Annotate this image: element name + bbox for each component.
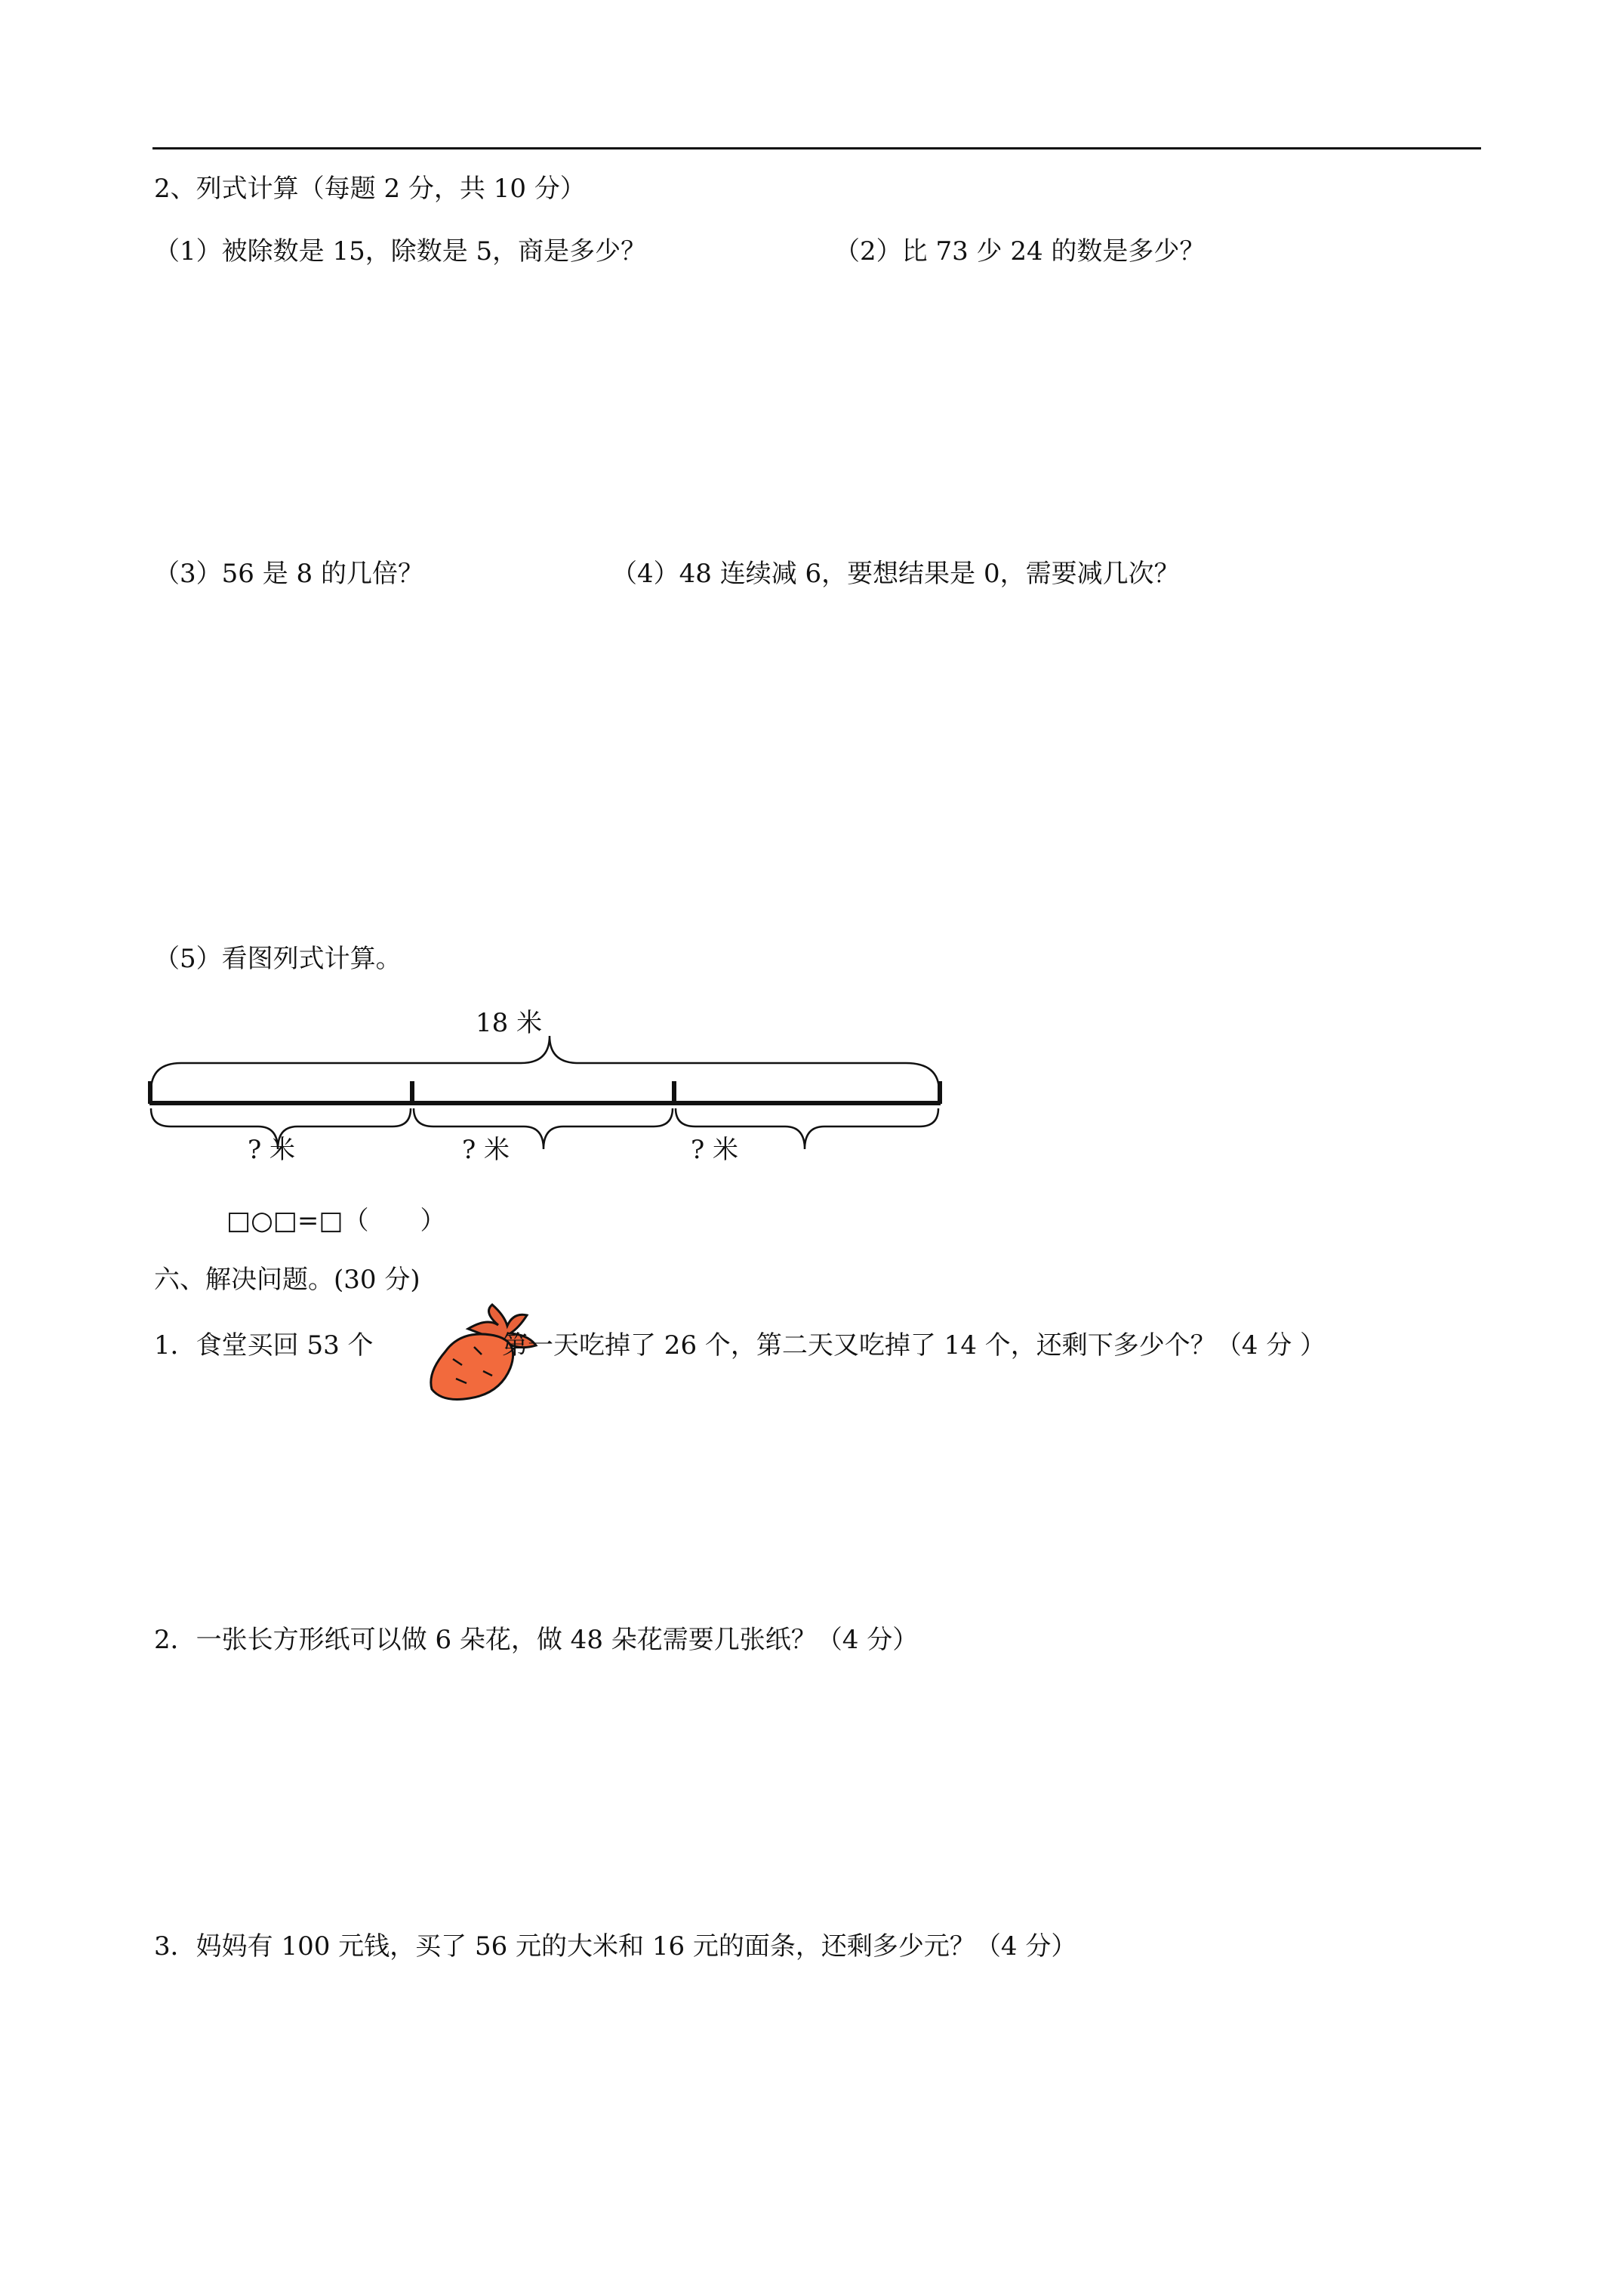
question-2: （2）比 73 少 24 的数是多少？ (834, 236, 1206, 267)
problem-2: 2．一张长方形纸可以做 6 朵花，做 48 朵花需要几张纸？（4 分） (154, 1625, 919, 1655)
section2-heading: 2、列式计算（每题 2 分，共 10 分） (154, 174, 586, 204)
part-length-label: ? 米 (691, 1135, 739, 1165)
problem-3: 3．妈妈有 100 元钱，买了 56 元的大米和 16 元的面条，还剩多少元？（4 分） (154, 1931, 1077, 1962)
section6-heading: 六、解决问题。(30 分) (154, 1265, 420, 1295)
problem-1-start: 1．食堂买回 53 个 (154, 1330, 374, 1361)
problem-1-end: 第一天吃掉了 26 个，第二天又吃掉了 14 个，还剩下多少个？（4 分 ） (502, 1330, 1326, 1361)
answer-template: □○□=□（ ） (226, 1206, 446, 1236)
question-5: （5）看图列式计算。 (154, 944, 402, 974)
total-length-label: 18 米 (476, 1008, 543, 1038)
part-length-label: ? 米 (248, 1135, 296, 1165)
part-brace (414, 1108, 673, 1149)
question-4: （4）48 连续减 6，要想结果是 0，需要减几次？ (611, 559, 1180, 589)
total-brace (151, 1036, 939, 1091)
question-1: （1）被除数是 15，除数是 5，商是多少？ (154, 236, 647, 267)
part-length-label: ? 米 (462, 1135, 510, 1165)
question-3: （3）56 是 8 的几倍？ (154, 559, 423, 589)
